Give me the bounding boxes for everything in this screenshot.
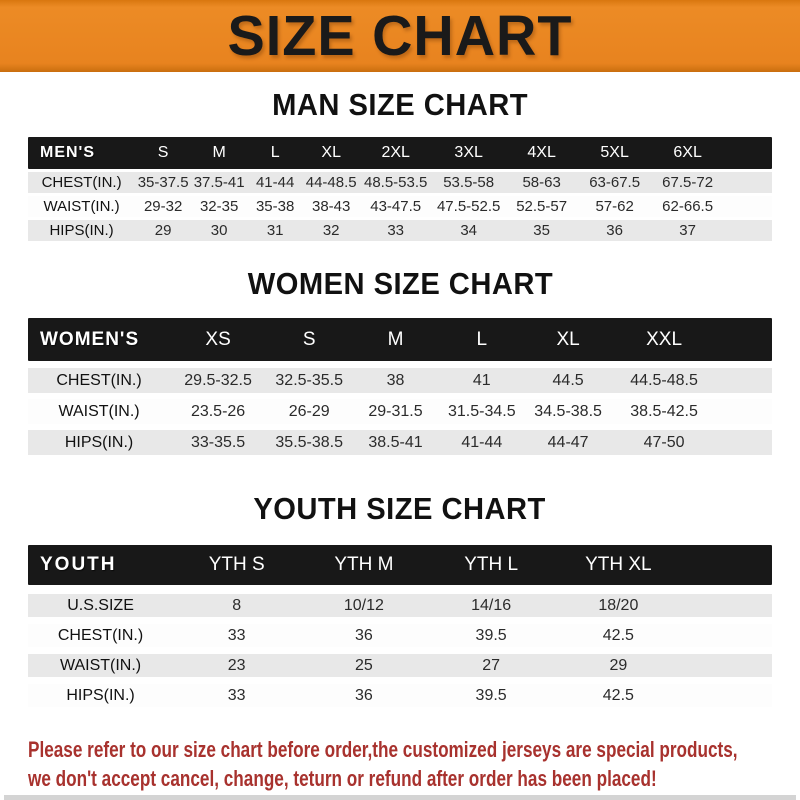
cell-value: 29.5-32.5 bbox=[184, 371, 252, 389]
cell-value: 31.5-34.5 bbox=[448, 402, 516, 420]
men-col-header: M bbox=[212, 144, 226, 161]
cell-value: 38 bbox=[386, 371, 405, 389]
cell-value: 43-47.5 bbox=[370, 198, 422, 215]
bottom-edge-strip bbox=[4, 795, 796, 800]
youth-table-header-row bbox=[28, 545, 772, 585]
man-heading-text: MAN SIZE CHART bbox=[272, 87, 528, 122]
cell-value: 33-35.5 bbox=[190, 433, 246, 451]
cell-value: 29 bbox=[154, 222, 172, 239]
youth-hips-row bbox=[28, 684, 772, 707]
cell-value: 38-43 bbox=[311, 198, 351, 215]
women-table-header-row bbox=[28, 318, 772, 361]
women-col-header: XXL bbox=[646, 328, 683, 350]
women-chest-row bbox=[28, 368, 772, 393]
cell-value: 33 bbox=[387, 222, 405, 239]
men-table-corner-label: MEN'S bbox=[40, 144, 96, 161]
cell-value: 8 bbox=[232, 596, 242, 614]
cell-value: 30 bbox=[210, 222, 228, 239]
youth-waist-row bbox=[28, 654, 772, 677]
youth-ussize-row bbox=[28, 594, 772, 617]
women-col-header: S bbox=[302, 328, 316, 350]
row-spacer bbox=[682, 654, 772, 677]
cell-value: 63-67.5 bbox=[589, 174, 641, 191]
row-spacer bbox=[717, 430, 772, 455]
youth-col-header: YTH S bbox=[208, 554, 265, 575]
men-col-header: 2XL bbox=[381, 144, 410, 161]
men-header-spacer bbox=[724, 137, 771, 169]
man-size-chart-heading bbox=[0, 88, 800, 122]
cell-value: 23.5-26 bbox=[190, 402, 246, 420]
cell-value: 42.5 bbox=[602, 626, 634, 644]
women-col-header: L bbox=[476, 328, 488, 350]
row-spacer bbox=[724, 172, 771, 193]
order-policy-line-1: Please refer to our size chart before order,the customized jerseys are special products, bbox=[28, 737, 738, 762]
row-spacer bbox=[717, 368, 772, 393]
youth-heading-text: YOUTH SIZE CHART bbox=[253, 491, 547, 526]
row-label: HIPS(IN.) bbox=[66, 686, 135, 704]
youth-col-header: YTH M bbox=[334, 554, 394, 575]
men-col-header: S bbox=[157, 144, 169, 161]
order-policy-note bbox=[28, 735, 800, 793]
cell-value: 57-62 bbox=[595, 198, 634, 215]
cell-value: 58-63 bbox=[522, 174, 561, 191]
cell-value: 39.5 bbox=[475, 686, 507, 704]
cell-value: 14/16 bbox=[471, 596, 512, 614]
youth-size-chart-heading bbox=[0, 492, 800, 526]
women-heading-text: WOMEN SIZE CHART bbox=[247, 266, 553, 301]
women-col-header: XL bbox=[556, 328, 580, 350]
cell-value: 48.5-53.5 bbox=[363, 174, 428, 191]
cell-value: 36 bbox=[355, 686, 373, 704]
row-spacer bbox=[682, 684, 772, 707]
row-spacer bbox=[682, 594, 772, 617]
women-header-spacer bbox=[717, 318, 772, 361]
row-label: WAIST(IN.) bbox=[43, 198, 120, 215]
row-label: WAIST(IN.) bbox=[59, 656, 142, 674]
cell-value: 23 bbox=[227, 656, 246, 674]
row-label: CHEST(IN.) bbox=[41, 174, 122, 191]
women-size-chart-heading bbox=[0, 267, 800, 301]
cell-value: 10/12 bbox=[343, 596, 384, 614]
women-size-table bbox=[28, 318, 772, 455]
men-col-header: 6XL bbox=[673, 144, 702, 161]
youth-col-header: YTH L bbox=[464, 554, 519, 575]
men-size-table bbox=[28, 137, 772, 241]
cell-value: 34 bbox=[460, 222, 477, 239]
men-col-header: XL bbox=[321, 144, 341, 161]
cell-value: 35 bbox=[533, 222, 550, 239]
row-spacer bbox=[724, 196, 771, 217]
cell-value: 26-29 bbox=[288, 402, 330, 420]
youth-chest-row bbox=[28, 624, 772, 647]
men-col-header: 4XL bbox=[527, 144, 556, 161]
cell-value: 32 bbox=[322, 222, 340, 239]
men-chest-row bbox=[28, 172, 772, 193]
cell-value: 35.5-38.5 bbox=[275, 433, 344, 451]
order-policy-line-2: we don't accept cancel, change, teturn or refund after order has been placed! bbox=[28, 766, 657, 791]
cell-value: 36 bbox=[606, 222, 623, 239]
row-label: CHEST(IN.) bbox=[56, 371, 142, 389]
men-col-header: L bbox=[270, 144, 280, 161]
youth-size-table bbox=[28, 545, 772, 707]
women-table-corner-label: WOMEN'S bbox=[40, 328, 140, 350]
cell-value: 62-66.5 bbox=[662, 198, 714, 215]
cell-value: 67.5-72 bbox=[662, 174, 714, 191]
cell-value: 38.5-42.5 bbox=[630, 402, 698, 420]
cell-value: 42.5 bbox=[602, 686, 634, 704]
row-label: HIPS(IN.) bbox=[49, 222, 114, 239]
row-label: HIPS(IN.) bbox=[64, 433, 134, 451]
youth-col-header: YTH XL bbox=[585, 554, 652, 575]
row-spacer bbox=[724, 220, 771, 241]
men-hips-row bbox=[28, 220, 772, 241]
cell-value: 37 bbox=[679, 222, 696, 239]
cell-value: 41-44 bbox=[461, 433, 503, 451]
women-hips-row bbox=[28, 430, 772, 455]
cell-value: 33 bbox=[227, 626, 246, 644]
cell-value: 44.5-48.5 bbox=[630, 371, 698, 389]
cell-value: 41 bbox=[472, 371, 491, 389]
cell-value: 47.5-52.5 bbox=[436, 198, 501, 215]
cell-value: 33 bbox=[227, 686, 246, 704]
banner-title: SIZE CHART bbox=[227, 3, 573, 68]
cell-value: 29-31.5 bbox=[368, 402, 423, 420]
row-spacer bbox=[717, 399, 772, 424]
men-col-header: 5XL bbox=[600, 144, 629, 161]
cell-value: 38.5-41 bbox=[368, 433, 423, 451]
row-spacer bbox=[682, 624, 772, 647]
cell-value: 44-47 bbox=[547, 433, 589, 451]
youth-table-corner-label: YOUTH bbox=[40, 554, 117, 575]
cell-value: 39.5 bbox=[475, 626, 507, 644]
cell-value: 29 bbox=[609, 656, 628, 674]
women-col-header: XS bbox=[205, 328, 231, 350]
cell-value: 31 bbox=[266, 222, 284, 239]
cell-value: 34.5-38.5 bbox=[534, 402, 602, 420]
cell-value: 25 bbox=[355, 656, 373, 674]
cell-value: 18/20 bbox=[598, 596, 639, 614]
men-waist-row bbox=[28, 196, 772, 217]
cell-value: 36 bbox=[355, 626, 373, 644]
cell-value: 41-44 bbox=[255, 174, 295, 191]
cell-value: 35-37.5 bbox=[137, 174, 189, 191]
cell-value: 44-48.5 bbox=[305, 174, 357, 191]
men-table-header-row bbox=[28, 137, 772, 169]
youth-header-spacer bbox=[682, 545, 772, 585]
men-col-header: 3XL bbox=[454, 144, 483, 161]
cell-value: 32-35 bbox=[199, 198, 239, 215]
row-label: U.S.SIZE bbox=[67, 596, 134, 614]
size-chart-banner bbox=[0, 0, 800, 72]
women-col-header: M bbox=[387, 328, 404, 350]
cell-value: 29-32 bbox=[143, 198, 183, 215]
cell-value: 37.5-41 bbox=[193, 174, 245, 191]
cell-value: 44.5 bbox=[552, 371, 584, 389]
cell-value: 52.5-57 bbox=[516, 198, 568, 215]
women-waist-row bbox=[28, 399, 772, 424]
cell-value: 27 bbox=[482, 656, 501, 674]
cell-value: 53.5-58 bbox=[443, 174, 495, 191]
row-label: WAIST(IN.) bbox=[58, 402, 140, 420]
cell-value: 32.5-35.5 bbox=[275, 371, 344, 389]
row-label: CHEST(IN.) bbox=[57, 626, 144, 644]
cell-value: 47-50 bbox=[643, 433, 685, 451]
cell-value: 35-38 bbox=[255, 198, 295, 215]
